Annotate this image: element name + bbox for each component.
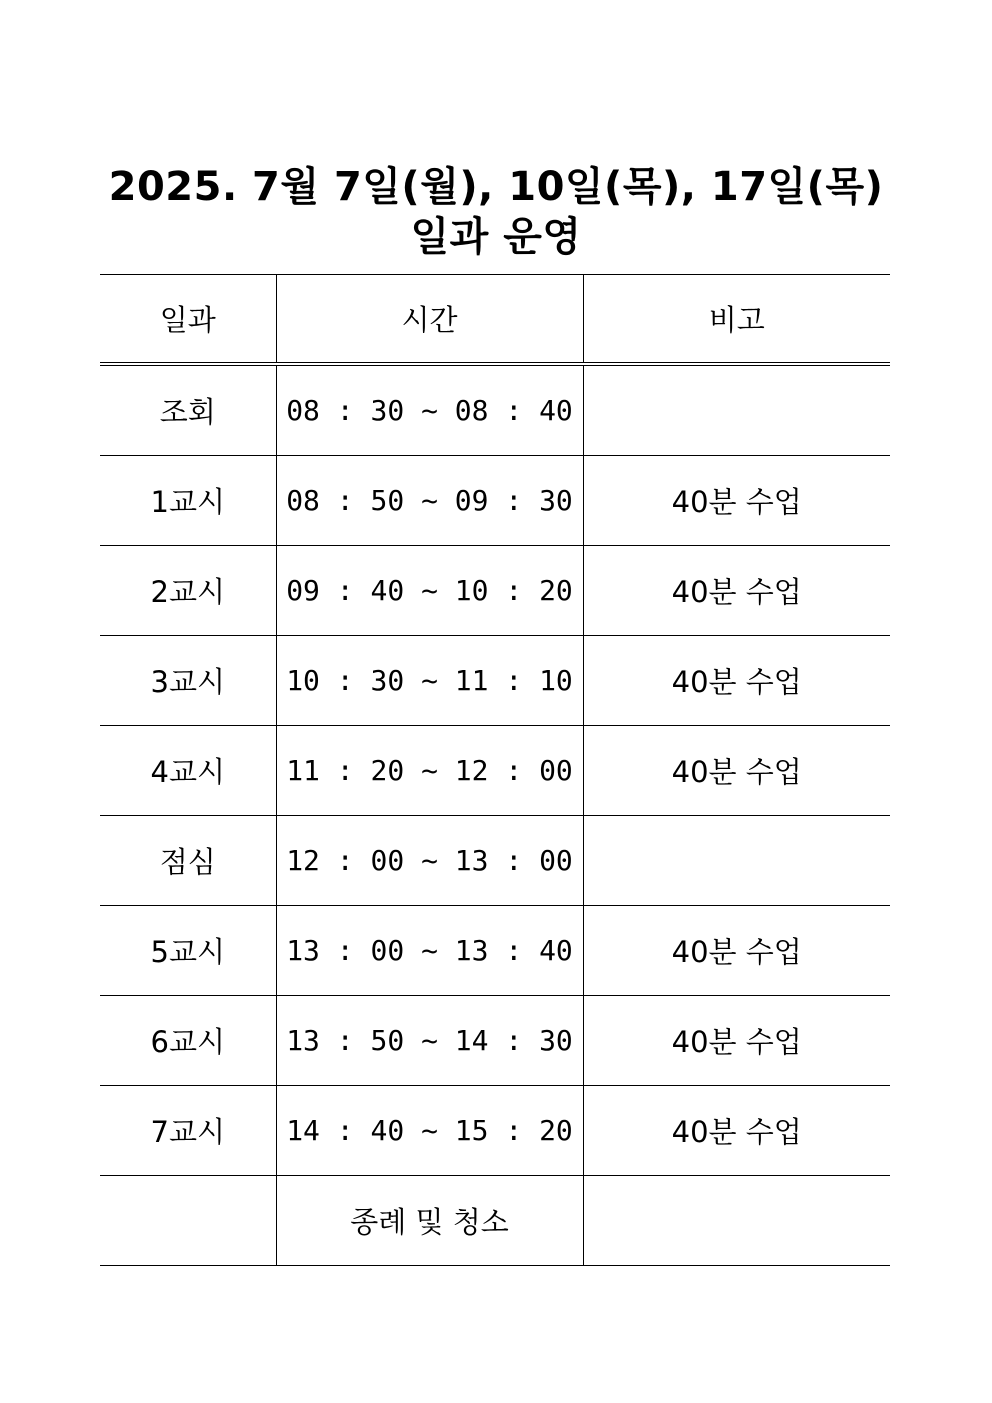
note-cell (583, 364, 890, 456)
table-row (100, 726, 890, 816)
period-cell: 6교시 (100, 996, 276, 1086)
header-time: 시간 (276, 275, 583, 365)
time-cell: 11 : 20 ~ 12 : 00 (276, 726, 583, 816)
header-note: 비고 (583, 275, 890, 365)
period-cell (100, 1176, 276, 1266)
period-cell: 7교시 (100, 1086, 276, 1176)
table-row (100, 546, 890, 636)
time-cell: 13 : 50 ~ 14 : 30 (276, 996, 583, 1086)
period-cell: 4교시 (100, 726, 276, 816)
period-cell: 조회 (100, 364, 276, 456)
time-cell: 09 : 40 ~ 10 : 20 (276, 546, 583, 636)
table-row (100, 906, 890, 996)
time-cell: 14 : 40 ~ 15 : 20 (276, 1086, 583, 1176)
period-cell: 점심 (100, 816, 276, 906)
table-header-row (100, 275, 890, 365)
schedule-table (100, 274, 890, 1266)
time-cell: 10 : 30 ~ 11 : 10 (276, 636, 583, 726)
note-cell: 40분 수업 (583, 546, 890, 636)
page-title: 2025. 7월 7일(월), 10일(목), 17일(목) (108, 164, 884, 210)
time-cell: 08 : 30 ~ 08 : 40 (276, 364, 583, 456)
table-row (100, 1176, 890, 1266)
note-cell: 40분 수업 (583, 456, 890, 546)
period-cell: 1교시 (100, 456, 276, 546)
header-period: 일과 (100, 275, 276, 365)
table-row (100, 1086, 890, 1176)
period-cell: 5교시 (100, 906, 276, 996)
dismissal-cell: 종례 및 청소 (276, 1176, 583, 1266)
period-cell: 2교시 (100, 546, 276, 636)
table-row (100, 636, 890, 726)
note-cell: 40분 수업 (583, 996, 890, 1086)
table-row (100, 996, 890, 1086)
note-cell (583, 816, 890, 906)
time-cell: 08 : 50 ~ 09 : 30 (276, 456, 583, 546)
page-subtitle: 일과 운영 (410, 214, 582, 260)
table-row (100, 364, 890, 456)
note-cell: 40분 수업 (583, 636, 890, 726)
table-row (100, 456, 890, 546)
note-cell: 40분 수업 (583, 1086, 890, 1176)
note-cell (583, 1176, 890, 1266)
note-cell: 40분 수업 (583, 906, 890, 996)
time-cell: 12 : 00 ~ 13 : 00 (276, 816, 583, 906)
table-row (100, 816, 890, 906)
time-cell: 13 : 00 ~ 13 : 40 (276, 906, 583, 996)
period-cell: 3교시 (100, 636, 276, 726)
note-cell: 40분 수업 (583, 726, 890, 816)
